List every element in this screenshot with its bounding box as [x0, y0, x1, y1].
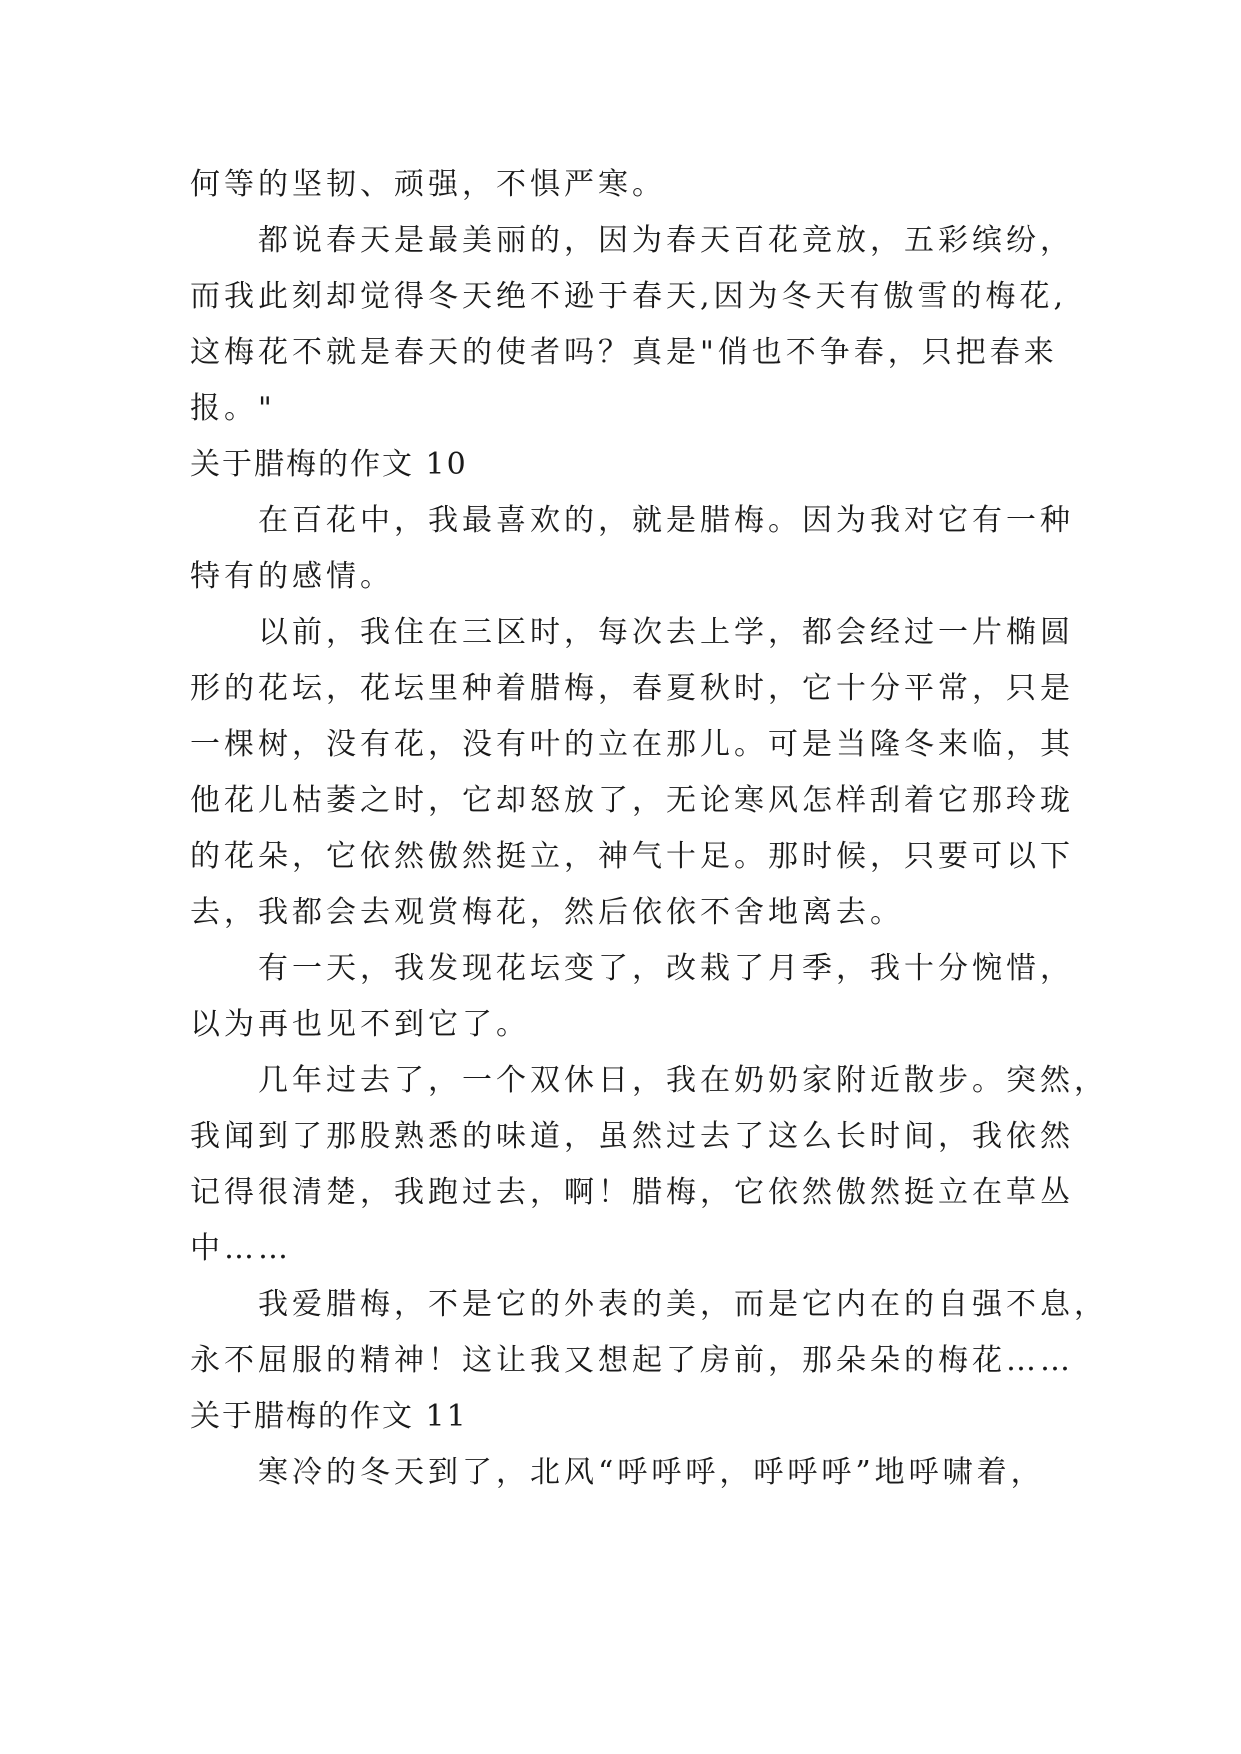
paragraph-line: 报。" [190, 391, 276, 426]
paragraph-line: 以前，我住在三区时，每次去上学，都会经过一片椭圆 [258, 615, 1074, 650]
paragraph-line: 而我此刻却觉得冬天绝不逊于春天,因为冬天有傲雪的梅花, [190, 279, 1068, 314]
paragraph-line: 这梅花不就是春天的使者吗？真是"俏也不争春，只把春来 [190, 335, 1058, 370]
paragraph-line: 以为再也见不到它了。 [190, 1007, 530, 1042]
document-body [190, 157, 1108, 1501]
paragraph-line: 去，我都会去观赏梅花，然后依依不舍地离去。 [190, 895, 904, 930]
paragraph-line: 几年过去了，一个双休日，我在奶奶家附近散步。突然， [258, 1063, 1108, 1098]
section-heading: 关于腊梅的作文 11 [190, 1399, 468, 1434]
paragraph-line: 永不屈服的精神！这让我又想起了房前，那朵朵的梅花…… [190, 1343, 1074, 1378]
paragraph-line: 他花儿枯萎之时，它却怒放了，无论寒风怎样刮着它那玲珑 [190, 783, 1074, 818]
paragraph-line: 中…… [190, 1231, 292, 1266]
paragraph-line: 的花朵，它依然傲然挺立，神气十足。那时候，只要可以下 [190, 839, 1074, 874]
paragraph-line: 有一天，我发现花坛变了，改栽了月季，我十分惋惜， [258, 951, 1074, 986]
paragraph-line: 我爱腊梅，不是它的外表的美，而是它内在的自强不息， [258, 1287, 1108, 1322]
paragraph-line: 何等的坚韧、顽强，不惧严寒。 [190, 167, 666, 202]
paragraph-line: 一棵树，没有花，没有叶的立在那儿。可是当隆冬来临，其 [190, 727, 1074, 762]
paragraph-line: 记得很清楚，我跑过去，啊！腊梅，它依然傲然挺立在草丛 [190, 1175, 1074, 1210]
paragraph-line: 寒冷的冬天到了，北风“呼呼呼，呼呼呼”地呼啸着， [258, 1455, 1045, 1490]
paragraph-line: 在百花中，我最喜欢的，就是腊梅。因为我对它有一种 [258, 503, 1074, 538]
paragraph-line: 我闻到了那股熟悉的味道，虽然过去了这么长时间，我依然 [190, 1119, 1074, 1154]
paragraph-line: 都说春天是最美丽的，因为春天百花竞放，五彩缤纷， [258, 223, 1074, 258]
paragraph-line: 特有的感情。 [190, 559, 394, 594]
paragraph-line: 形的花坛，花坛里种着腊梅，春夏秋时，它十分平常，只是 [190, 671, 1074, 706]
section-heading: 关于腊梅的作文 10 [190, 447, 468, 482]
